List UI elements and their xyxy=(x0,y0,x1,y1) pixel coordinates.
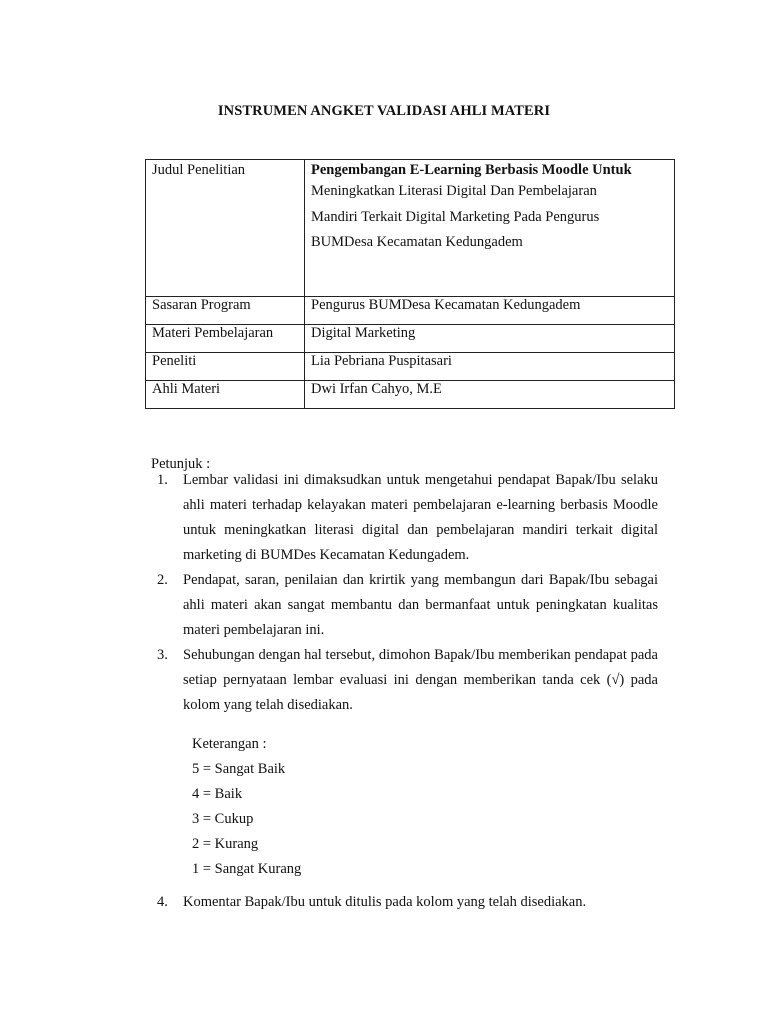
keterangan-block xyxy=(192,732,301,882)
table-cell-value: Pengurus BUMDesa Kecamatan Kedungadem xyxy=(305,297,675,325)
list-item xyxy=(151,890,658,915)
table-row xyxy=(146,381,675,409)
judul-line: Mandiri Terkait Digital Marketing Pada Pengurus xyxy=(311,208,600,225)
petunjuk-label: Petunjuk : xyxy=(151,456,211,472)
table-cell-label: Peneliti xyxy=(146,353,305,381)
table-row xyxy=(146,353,675,381)
list-item xyxy=(151,643,658,718)
scale-item: 5 = Sangat Baik xyxy=(192,761,286,777)
table-cell-value xyxy=(305,160,675,297)
scale-item: 4 = Baik xyxy=(192,786,243,802)
table-cell-value: Lia Pebriana Puspitasari xyxy=(305,353,675,381)
table-cell-label: Ahli Materi xyxy=(146,381,305,409)
scale-item: 1 = Sangat Kurang xyxy=(192,861,302,877)
scale-item: 2 = Kurang xyxy=(192,836,259,852)
table-cell-label xyxy=(146,160,305,297)
table-row xyxy=(146,297,675,325)
list-item-number: 3. xyxy=(157,647,168,663)
judul-line: Meningkatkan Literasi Digital Dan Pembelajaran xyxy=(311,183,597,199)
instruction-list xyxy=(151,468,658,718)
list-item-text: Sehubungan dengan hal tersebut, dimohon Bapak/Ibu memberikan pendapat pada setiap pernyataan lembar evaluasi ini dengan memberikan tanda cek (√) pada kolom yang telah disediakan. xyxy=(183,647,658,713)
judul-label: Judul Penelitian xyxy=(152,162,246,178)
table-cell-value: Dwi Irfan Cahyo, M.E xyxy=(305,381,675,409)
table-cell-value: Digital Marketing xyxy=(305,325,675,353)
table-row xyxy=(146,160,675,297)
list-item-number: 1. xyxy=(157,472,168,488)
keterangan-label: Keterangan : xyxy=(192,736,267,752)
list-item-text: Lembar validasi ini dimaksudkan untuk mengetahui pendapat Bapak/Ibu selaku ahli materi terhadap kelayakan materi pembelajaran e-learning berbasis Moodle untuk meningkatkan literasi digital dan pembelajaran mandiri terkait digital marketing di BUMDes Kecamatan Kedungadem. xyxy=(183,472,658,563)
research-info-table xyxy=(145,159,675,409)
list-item-number: 4. xyxy=(157,894,168,910)
table-cell-label: Materi Pembelajaran xyxy=(146,325,305,353)
list-item-text: Pendapat, saran, penilaian dan krirtik yang membangun dari Bapak/Ibu sebagai ahli materi akan sangat membantu dan bermanfaat untuk peningkatan kualitas materi pembelajaran ini. xyxy=(183,572,658,638)
table-row xyxy=(146,325,675,353)
list-item-text: Komentar Bapak/Ibu untuk ditulis pada kolom yang telah disediakan. xyxy=(183,894,587,910)
scale-item: 3 = Cukup xyxy=(192,811,254,827)
judul-line: BUMDesa Kecamatan Kedungadem xyxy=(311,234,523,250)
list-item xyxy=(151,568,658,643)
list-item xyxy=(151,468,658,568)
judul-title-bold: Pengembangan E-Learning Berbasis Moodle Untuk xyxy=(311,162,632,178)
list-item-number: 2. xyxy=(157,572,168,588)
instruction-list-continued xyxy=(151,890,658,915)
table-cell-label: Sasaran Program xyxy=(146,297,305,325)
document-title: INSTRUMEN ANGKET VALIDASI AHLI MATERI xyxy=(217,103,551,119)
